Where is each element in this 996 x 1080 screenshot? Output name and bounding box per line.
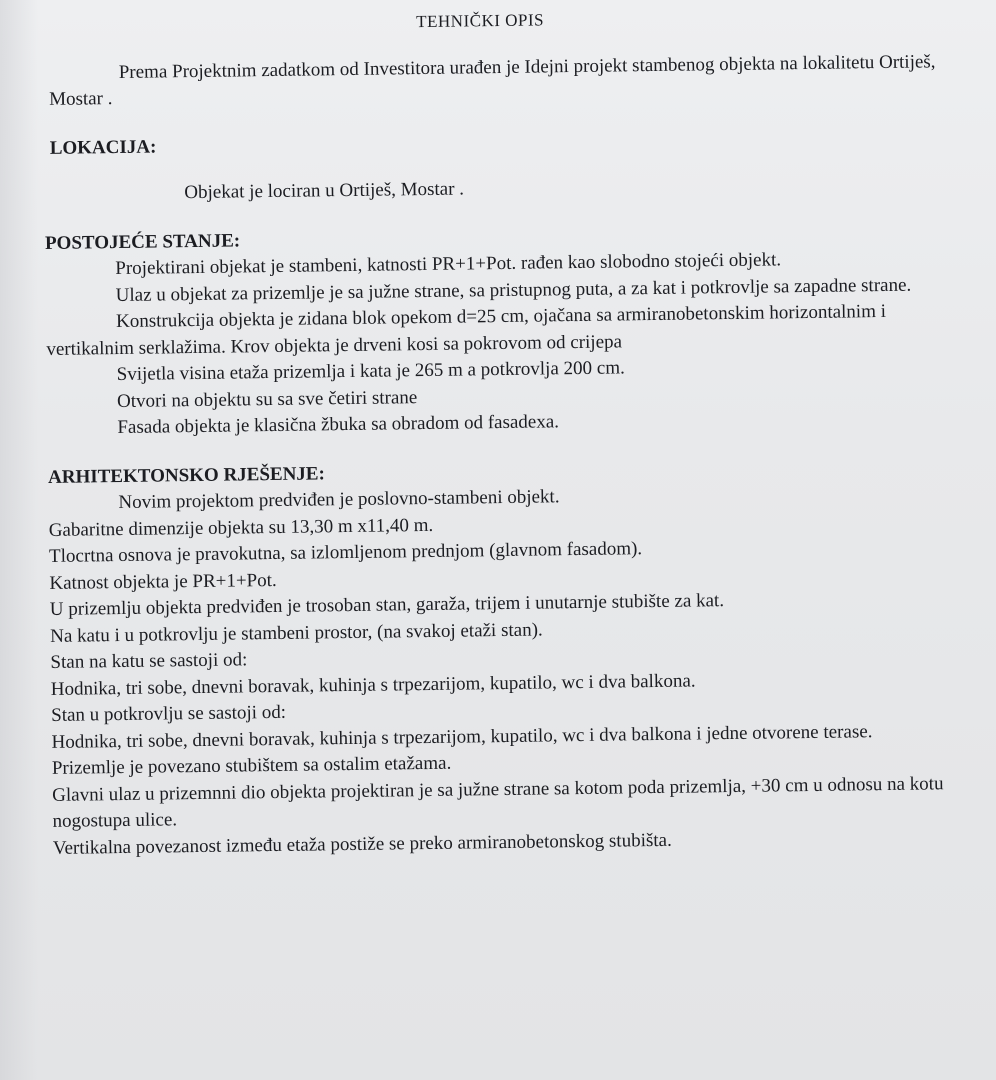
postojece-paragraph-6: Fasada objekta je klasična žbuka sa obradom od fasadexa. <box>117 411 560 439</box>
postojece-paragraph-2: Ulaz u objekat za prizemlje je sa južne strane, sa pristupnog puta, a za kat i potkrovlje sa zapadne strane. <box>115 274 912 306</box>
document-body <box>42 2 953 862</box>
heading-lokacija: LOKACIJA: <box>49 136 157 159</box>
arhitektonsko-paragraph-5: U prizemlju objekta predviđen je trosoban stan, garaža, trijem i unutarnje stubište za kat. <box>49 590 725 620</box>
arhitektonsko-paragraph-9: Stan u potkrovlju se sastoji od: <box>51 701 287 726</box>
postojece-paragraph-3: Konstrukcija objekta je zidana blok opekom d=25 cm, ojačana sa armiranobetonskim horizontalnim i vertikalnim serklažima. Krov objekta je drveni kosi sa pokrovom od crijepa <box>46 300 887 360</box>
arhitektonsko-paragraph-11: Prizemlje je povezano stubištem sa ostalim etažama. <box>51 752 452 779</box>
postojece-paragraph-1: Projektirani objekat je stambeni, katnosti PR+1+Pot. rađen kao slobodno stojeći objekt. <box>115 249 782 280</box>
arhitektonsko-paragraph-10: Hodnika, tri sobe, dnevni boravak, kuhinja s trpezarijom, kupatilo, wc i dva balkona i jedne otvorene terase. <box>51 720 873 753</box>
arhitektonsko-paragraph-13: Vertikalna povezanost između etaža postiže se preko armiranobetonskog stubišta. <box>52 829 672 859</box>
lokacija-text: Objekat je lociran u Ortiješ, Mostar . <box>184 178 465 204</box>
postojece-paragraph-4: Svijetla visina etaža prizemlja i kata je 265 m a potkrovlja 200 cm. <box>116 357 625 386</box>
heading-postojece-stanje: POSTOJEĆE STANJE: <box>44 229 241 254</box>
postojece-paragraph-5: Otvori na objektu su sa sve četiri strane <box>116 386 418 412</box>
arhitektonsko-paragraph-4: Katnost objekta je PR+1+Pot. <box>49 569 277 594</box>
arhitektonsko-paragraph-7: Stan na katu se sastoji od: <box>50 649 248 673</box>
heading-arhitektonsko-rjesenje: ARHITEKTONSKO RJEŠENJE: <box>47 462 325 488</box>
arhitektonsko-paragraph-1: Novim projektom predviđen je poslovno-stambeni objekt. <box>118 486 560 514</box>
arhitektonsko-paragraph-12: Glavni ulaz u prizemnni dio objekta projektiran je sa južne strane sa kotom poda prizemlja, +30 cm u odnosu na kotu nogostupa ulice. <box>52 772 944 832</box>
arhitektonsko-paragraph-2: Gabaritne dimenzije objekta su 13,30 m x11,40 m. <box>48 514 434 541</box>
intro-paragraph: Prema Projektnim zadatkom od Investitora urađen je Idejni projekt stambenog objekta na lokalitetu Ortiješ, Mostar . <box>48 50 936 110</box>
arhitektonsko-paragraph-8: Hodnika, tri sobe, dnevni boravak, kuhinja s trpezarijom, kupatilo, wc i dva balkona. <box>50 670 696 700</box>
arhitektonsko-paragraph-6: Na katu i u potkrovlju je stambeni prostor, (na svakoj etaži stan). <box>50 618 543 647</box>
arhitektonsko-paragraph-3: Tlocrtna osnova je pravokutna, sa izlomljenom prednjom (glavnom fasadom). <box>48 538 643 567</box>
document-title: TEHNIČKI OPIS <box>416 10 545 32</box>
